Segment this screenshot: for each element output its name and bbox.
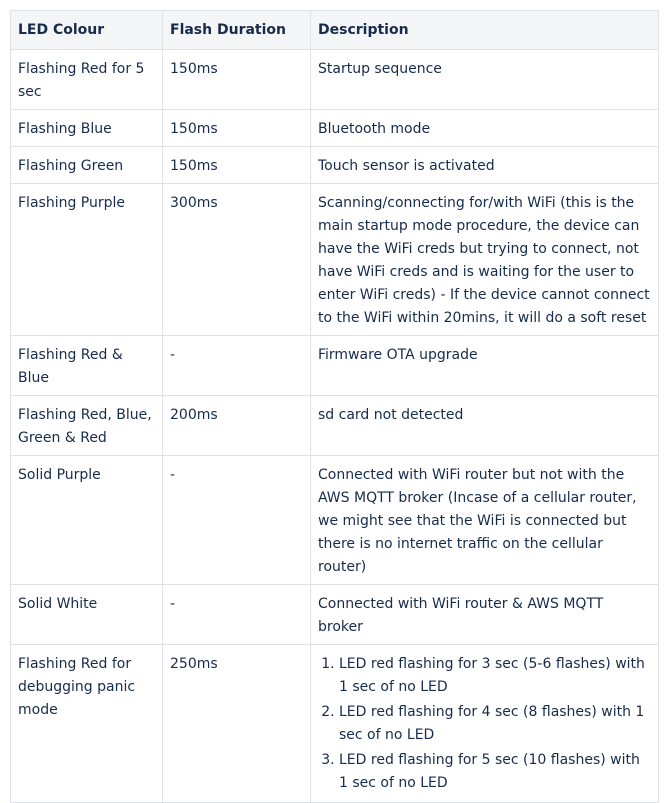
list-item: 2. LED red flashing for 4 sec (8 flashes) with 1 sec of no LED [339, 701, 651, 747]
panic-mode-steps-list [318, 653, 651, 795]
header-led-colour: LED Colour [11, 11, 163, 50]
cell-description [311, 645, 659, 803]
table-row [11, 147, 659, 184]
cell-flash-duration: - [163, 336, 311, 396]
cell-led-colour: Flashing Red, Blue, Green & Red [11, 396, 163, 456]
cell-description: Scanning/connecting for/with WiFi (this is the main startup mode procedure, the device can have the WiFi creds but trying to connect, not have WiFi creds and is waiting for the user to enter WiFi creds) - If the device cannot connect to the WiFi within 20mins, it will do a soft reset [311, 184, 659, 336]
cell-flash-duration: 150ms [163, 110, 311, 147]
cell-led-colour: Solid White [11, 585, 163, 645]
cell-flash-duration: - [163, 585, 311, 645]
table-row [11, 456, 659, 585]
cell-flash-duration: 150ms [163, 50, 311, 110]
header-description: Description [311, 11, 659, 50]
cell-description: Connected with WiFi router & AWS MQTT broker [311, 585, 659, 645]
cell-description: Startup sequence [311, 50, 659, 110]
cell-led-colour: Flashing Green [11, 147, 163, 184]
table-row [11, 336, 659, 396]
table-row [11, 184, 659, 336]
cell-led-colour: Flashing Purple [11, 184, 163, 336]
list-item: 3. LED red flashing for 5 sec (10 flashes) with 1 sec of no LED [339, 749, 651, 795]
cell-description: Touch sensor is activated [311, 147, 659, 184]
cell-description: sd card not detected [311, 396, 659, 456]
cell-flash-duration: - [163, 456, 311, 585]
table-row [11, 110, 659, 147]
cell-led-colour: Solid Purple [11, 456, 163, 585]
cell-led-colour: Flashing Red for debugging panic mode [11, 645, 163, 803]
cell-led-colour: Flashing Red & Blue [11, 336, 163, 396]
cell-flash-duration: 250ms [163, 645, 311, 803]
led-status-table [10, 10, 659, 803]
cell-flash-duration: 150ms [163, 147, 311, 184]
table-row [11, 645, 659, 803]
cell-description: Connected with WiFi router but not with the AWS MQTT broker (Incase of a cellular router, we might see that the WiFi is connected but there is no internet traffic on the cellular router) [311, 456, 659, 585]
table-row [11, 585, 659, 645]
cell-flash-duration: 200ms [163, 396, 311, 456]
table-header-row [11, 11, 659, 50]
header-flash-duration: Flash Duration [163, 11, 311, 50]
cell-description: Bluetooth mode [311, 110, 659, 147]
table-row [11, 50, 659, 110]
cell-description: Firmware OTA upgrade [311, 336, 659, 396]
cell-led-colour: Flashing Red for 5 sec [11, 50, 163, 110]
table-row [11, 396, 659, 456]
list-item: 1. LED red flashing for 3 sec (5-6 flashes) with 1 sec of no LED [339, 653, 651, 699]
cell-led-colour: Flashing Blue [11, 110, 163, 147]
cell-flash-duration: 300ms [163, 184, 311, 336]
